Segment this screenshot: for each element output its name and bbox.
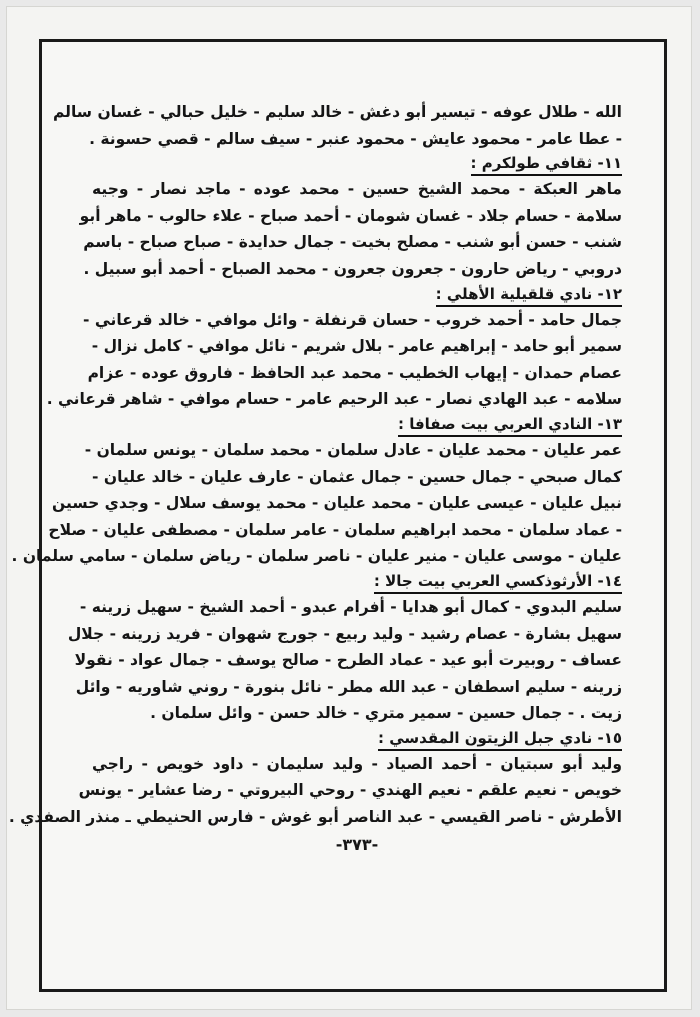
document-body <box>8 99 622 854</box>
section-heading-text: ١٤- الأرثوذكسي العربي بيت جالا : <box>374 571 622 594</box>
text-line: شنب - حسن أبو شنب - مصلح بخيت - جمال حدايدة - صباح صباح - باسم <box>83 233 622 252</box>
text-line: كمال صبحي - جمال حسين - جمال عثمان - عارف عليان - خالد عليان - <box>92 467 622 486</box>
section-heading-text: ١١- ثقافي طولكرم : <box>471 153 622 176</box>
text-line: ماهر العبكة - محمد الشيخ حسين - محمد عوده - ماجد نصار - وجيه <box>92 180 622 199</box>
text-line: خويص - نعيم علقم - نعيم الهندي - روحي البيروتي - رضا عشاير - يونس <box>78 781 622 800</box>
section-heading-11 <box>92 152 622 176</box>
text-line: جمال حامد - أحمد خروب - حسان قرنفلة - وائل موافي - خالد قرعاني - <box>83 310 622 329</box>
text-line: عمر عليان - محمد عليان - عادل سلمان - محمد سلمان - يونس سلمان - <box>84 440 622 459</box>
section-heading-text: ١٥- نادي جبل الزيتون المقدسي : <box>378 728 622 751</box>
text-line: عساف - روبيرت أبو عيد - عماد الطرح - صالح يوسف - جمال عواد - نقولا <box>74 651 622 670</box>
text-line: - عطا عامر - محمود عايش - محمود عنبر - سيف سالم - قصي حسونة . <box>89 129 622 148</box>
section-heading-15 <box>92 727 622 751</box>
text-line: سمير أبو حامد - إبراهيم عامر - بلال شريم - نائل موافي - كامل نزال - <box>91 337 622 356</box>
text-line: الله - طلال عوفه - تيسير أبو دغش - خالد سليم - خليل حبالي - غسان سالم <box>53 103 622 121</box>
text-line: سليم البدوي - كمال أبو هدايا - أفرام عبدو - أحمد الشيخ - سهيل زرينه - <box>79 597 622 616</box>
section-heading-14 <box>92 570 622 594</box>
text-line: وليد أبو سبتيان - أحمد الصياد - وليد سليمان - داود خويص - راجي <box>92 754 622 773</box>
text-line: الأطرش - ناصر القيسي - عبد الناصر أبو غوش - فارس الحنيطي ـ منذر الصفدي . <box>8 808 622 827</box>
text-line: سلامه - عبد الهادي نصار - عبد الرحيم عامر - حسام موافي - شاهر قرعاني . <box>46 390 622 409</box>
page-number: -٣٧٣- <box>335 834 379 854</box>
paper-sheet <box>6 6 692 1010</box>
text-line: زيت . - جمال حسين - سمير متري - خالد حسن - وائل سلمان . <box>150 704 622 723</box>
text-line: نبيل عليان - عيسى عليان - محمد عليان - محمد يوسف سلال - وجدي حسين <box>52 494 622 513</box>
text-line: - عماد سلمان - محمد ابراهيم سلمان - عامر سلمان - مصطفى عليان - صلاح <box>48 520 622 539</box>
text-line: عصام حمدان - إيهاب الخطيب - محمد عبد الحافظ - فاروق عوده - عزام <box>87 363 622 382</box>
text-line: سهيل بشارة - عصام رشيد - وليد ربيع - جورج شهوان - فريد زرينه - جلال <box>67 624 622 643</box>
text-line: سلامة - حسام جلاد - غسان شومان - أحمد صباح - علاء حالوب - ماهر أبو <box>79 206 622 225</box>
section-heading-text: ١٣- النادي العربي بيت صفافا : <box>398 414 622 437</box>
text-line: دروبي - رياض حارون - جعرون جعرون - محمد الصباح - أحمد أبو سبيل . <box>83 259 622 278</box>
section-heading-12 <box>92 283 622 307</box>
section-heading-13 <box>92 413 622 437</box>
text-line: عليان - موسى عليان - منير عليان - ناصر سلمان - رياض سلمان - سامي سلمان . <box>11 547 622 566</box>
section-heading-text: ١٢- نادي قلقيلية الأهلي : <box>436 284 622 307</box>
text-line: زرينه - سليم اسطفان - عبد الله مطر - نائل بنورة - روني شاوريه - وائل <box>75 677 622 696</box>
